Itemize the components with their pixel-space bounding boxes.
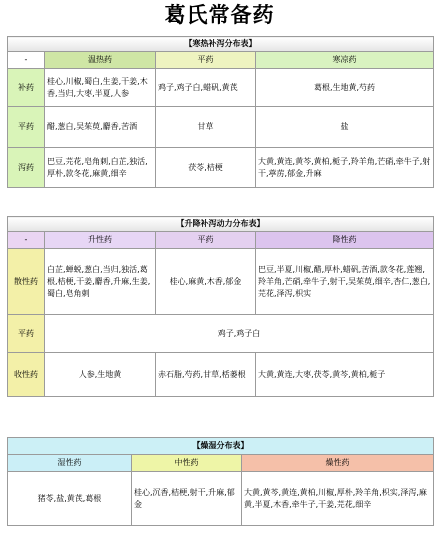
header-dry: 燥性药 xyxy=(242,455,434,472)
row-label-dispersing: 散性药 xyxy=(8,249,45,315)
header-neutral: 中性药 xyxy=(132,455,242,472)
table-caption: 【燥湿分布表】 xyxy=(8,438,434,455)
row-label-purge: 泻药 xyxy=(8,148,45,188)
row-label-neutral: 平药 xyxy=(8,107,45,148)
header-descending: 降性药 xyxy=(256,232,434,249)
table-cell: 桂心,沉香,桔梗,射干,升麻,郁金 xyxy=(132,472,242,526)
row-label-astringent: 收性药 xyxy=(8,353,45,397)
header-neutral: 平药 xyxy=(156,232,256,249)
table-caption: 【寒热补泻分布表】 xyxy=(8,37,434,52)
header-cold: 寒凉药 xyxy=(256,52,434,69)
table-cell: 猪苓,盐,黄芪,葛根 xyxy=(8,472,132,526)
table-cell: 茯苓,桔梗 xyxy=(156,148,256,188)
table-cell: 葛根,生地黄,芍药 xyxy=(256,69,434,107)
header-neutral: 平药 xyxy=(156,52,256,69)
row-label-tonify: 补药 xyxy=(8,69,45,107)
table-cell: 大黄,黄连,黄芩,黄柏,栀子,羚羊角,芒硝,牵牛子,射干,葶苈,郁金,升麻 xyxy=(256,148,434,188)
header-ascending: 升性药 xyxy=(45,232,156,249)
table-cell: 甘草 xyxy=(156,107,256,148)
page-title: 葛氏常备药 xyxy=(164,2,275,27)
table-cell: 鸡子,鸡子白 xyxy=(45,315,434,353)
dry-damp-table-section xyxy=(7,437,434,526)
cold-heat-table-section xyxy=(7,36,434,188)
table-cell: 鸡子,鸡子白,蜡矾,黄芪 xyxy=(156,69,256,107)
table-cell: 大黄,黄连,大枣,茯苓,黄芩,黄柏,栀子 xyxy=(256,353,434,397)
table-cell: 白芷,蝉蜕,葱白,当归,独活,葛根,桔梗,干姜,麝香,升麻,生姜,蜀白,皂角刺 xyxy=(45,249,156,315)
ascend-descend-table-section xyxy=(7,216,434,397)
dry-damp-table xyxy=(7,437,434,526)
table-cell: 桂心,麻黄,木香,郁金 xyxy=(156,249,256,315)
header-dash: - xyxy=(8,52,45,69)
row-label-neutral: 平药 xyxy=(8,315,45,353)
table-cell: 赤石脂,芍药,甘草,栝蒌根 xyxy=(156,353,256,397)
table-cell: 巴豆,半夏,川椒,醋,厚朴,蜡矾,苦酒,款冬花,莲翘,羚羊角,芒硝,牵牛子,射干,吴茱萸,细辛,杏仁,葱白,芫花,泽泻,枳实 xyxy=(256,249,434,315)
table-caption: 【升降补泻动力分布表】 xyxy=(8,217,434,232)
table-cell: 人参,生地黄 xyxy=(45,353,156,397)
header-warm: 温热药 xyxy=(45,52,156,69)
ascend-descend-table xyxy=(7,216,434,397)
table-cell: 巴豆,芫花,皂角刺,白芷,独活,厚朴,款冬花,麻黄,细辛 xyxy=(45,148,156,188)
table-cell: 大黄,黄芩,黄连,黄柏,川椒,厚朴,羚羊角,枳实,泽泻,麻黄,半夏,木香,牵牛子,干姜,芫花,细辛 xyxy=(242,472,434,526)
table-cell: 醋,葱白,吴茱萸,麝香,苦酒 xyxy=(45,107,156,148)
header-dash: - xyxy=(8,232,45,249)
cold-heat-table xyxy=(7,36,434,188)
table-cell: 桂心,川椒,蜀白,生姜,干姜,木香,当归,大枣,半夏,人参 xyxy=(45,69,156,107)
header-damp: 湿性药 xyxy=(8,455,132,472)
table-cell: 盐 xyxy=(256,107,434,148)
